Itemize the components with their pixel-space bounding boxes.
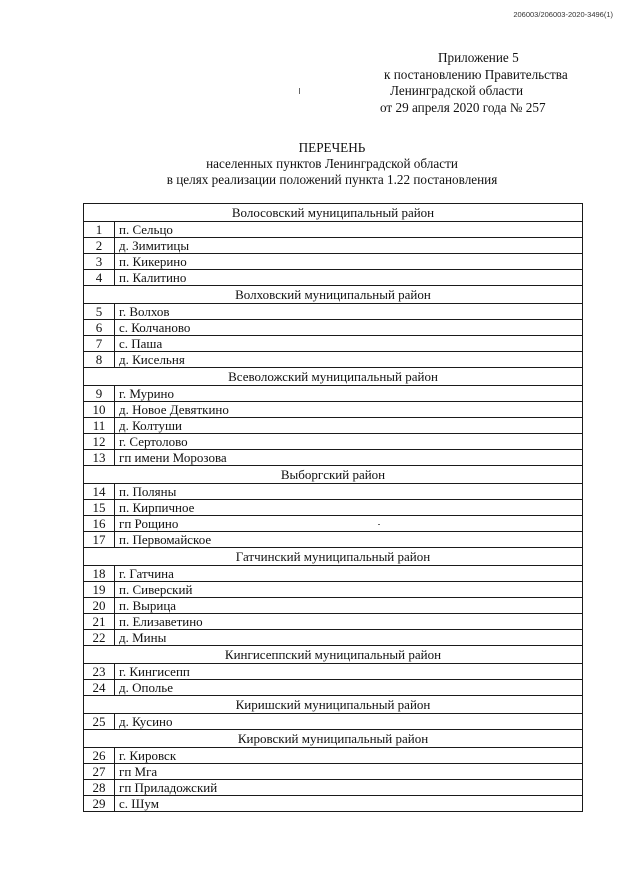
table-row — [84, 566, 583, 582]
settlement-name: п. Сельцо — [115, 222, 583, 238]
row-number: 7 — [84, 336, 115, 352]
settlement-name: г. Кировск — [115, 748, 583, 764]
district-row — [84, 646, 583, 664]
row-number: 16 — [84, 516, 115, 532]
row-number: 10 — [84, 402, 115, 418]
table-row — [84, 764, 583, 780]
table-row — [84, 402, 583, 418]
settlements-table — [83, 203, 583, 812]
table-row — [84, 598, 583, 614]
settlement-name: д. Зимитицы — [115, 238, 583, 254]
table-row — [84, 714, 583, 730]
row-number: 27 — [84, 764, 115, 780]
settlement-name: п. Первомайское — [115, 532, 583, 548]
appendix-region: Ленинградской области — [390, 83, 524, 98]
table-row — [84, 500, 583, 516]
table-row — [84, 614, 583, 630]
settlement-name: п. Калитино — [115, 270, 583, 286]
settlement-name: д. Мины — [115, 630, 583, 646]
table-row — [84, 680, 583, 696]
settlement-name: п. Поляны — [115, 484, 583, 500]
row-number: 15 — [84, 500, 115, 516]
settlement-name: с. Паша — [115, 336, 583, 352]
row-number: 22 — [84, 630, 115, 646]
table-row — [84, 434, 583, 450]
row-number: 8 — [84, 352, 115, 368]
table-row — [84, 748, 583, 764]
settlement-name: гп Приладожский — [115, 780, 583, 796]
settlement-name: п. Елизаветино — [115, 614, 583, 630]
district-name: Киришский муниципальный район — [84, 696, 583, 714]
settlement-name: г. Мурино — [115, 386, 583, 402]
appendix-title: Приложение 5 — [438, 50, 519, 65]
heading-purpose: в целях реализации положений пункта 1.22 постановления — [166, 172, 498, 187]
row-number: 5 — [84, 304, 115, 320]
row-number: 18 — [84, 566, 115, 582]
table-row — [84, 304, 583, 320]
table-row — [84, 352, 583, 368]
row-number: 21 — [84, 614, 115, 630]
table-row — [84, 484, 583, 500]
appendix-block — [380, 50, 568, 116]
settlement-name: гп Мга — [115, 764, 583, 780]
scan-speck — [378, 524, 380, 525]
district-name: Волховский муниципальный район — [84, 286, 583, 304]
row-number: 28 — [84, 780, 115, 796]
settlement-name: п. Сиверский — [115, 582, 583, 598]
heading-subtitle: населенных пунктов Ленинградской области — [206, 156, 458, 171]
table-row — [84, 780, 583, 796]
row-number: 9 — [84, 386, 115, 402]
district-name: Кировский муниципальный район — [84, 730, 583, 748]
table-row — [84, 532, 583, 548]
table-row — [84, 320, 583, 336]
row-number: 20 — [84, 598, 115, 614]
document-registration-number: 206003/206003-2020-3496(1) — [513, 10, 613, 19]
appendix-date: от 29 апреля 2020 года № 257 — [380, 99, 546, 115]
settlement-name: г. Волхов — [115, 304, 583, 320]
settlement-name: г. Сертолово — [115, 434, 583, 450]
row-number: 17 — [84, 532, 115, 548]
settlement-name: д. Кисельня — [115, 352, 583, 368]
district-name: Гатчинский муниципальный район — [84, 548, 583, 566]
district-row — [84, 730, 583, 748]
district-row — [84, 466, 583, 484]
district-name: Волосовский муниципальный район — [84, 204, 583, 222]
table-row — [84, 238, 583, 254]
row-number: 11 — [84, 418, 115, 434]
table-row — [84, 630, 583, 646]
heading-title: ПЕРЕЧЕНЬ — [298, 140, 366, 155]
document-heading — [0, 140, 640, 188]
settlement-name: п. Кирпичное — [115, 500, 583, 516]
row-number: 25 — [84, 714, 115, 730]
table-row — [84, 796, 583, 812]
district-row — [84, 548, 583, 566]
table-row — [84, 516, 583, 532]
district-name: Кингисеппский муниципальный район — [84, 646, 583, 664]
row-number: 14 — [84, 484, 115, 500]
table-row — [84, 664, 583, 680]
table-row — [84, 270, 583, 286]
table-row — [84, 450, 583, 466]
settlement-name: п. Вырица — [115, 598, 583, 614]
row-number: 1 — [84, 222, 115, 238]
district-row — [84, 286, 583, 304]
settlement-name: г. Гатчина — [115, 566, 583, 582]
district-name: Всеволожский муниципальный район — [84, 368, 583, 386]
row-number: 24 — [84, 680, 115, 696]
row-number: 12 — [84, 434, 115, 450]
row-number: 19 — [84, 582, 115, 598]
table-row — [84, 386, 583, 402]
table-row — [84, 254, 583, 270]
settlement-name: д. Колтуши — [115, 418, 583, 434]
settlement-name: гп Рощино — [115, 516, 583, 532]
row-number: 4 — [84, 270, 115, 286]
table-row — [84, 336, 583, 352]
scan-speck — [299, 88, 300, 94]
settlement-name: д. Кусино — [115, 714, 583, 730]
table-row — [84, 222, 583, 238]
table-row — [84, 418, 583, 434]
district-row — [84, 696, 583, 714]
row-number: 3 — [84, 254, 115, 270]
row-number: 29 — [84, 796, 115, 812]
settlement-name: с. Шум — [115, 796, 583, 812]
district-name: Выборгский район — [84, 466, 583, 484]
settlement-name: д. Ополье — [115, 680, 583, 696]
settlement-name: с. Колчаново — [115, 320, 583, 336]
row-number: 23 — [84, 664, 115, 680]
row-number: 26 — [84, 748, 115, 764]
settlement-name: г. Кингисепп — [115, 664, 583, 680]
settlement-name: п. Кикерино — [115, 254, 583, 270]
table-row — [84, 582, 583, 598]
district-row — [84, 204, 583, 222]
appendix-resolution-ref: к постановлению Правительства — [384, 66, 568, 82]
row-number: 6 — [84, 320, 115, 336]
settlement-name: д. Новое Девяткино — [115, 402, 583, 418]
district-row — [84, 368, 583, 386]
settlement-name: гп имени Морозова — [115, 450, 583, 466]
row-number: 13 — [84, 450, 115, 466]
row-number: 2 — [84, 238, 115, 254]
